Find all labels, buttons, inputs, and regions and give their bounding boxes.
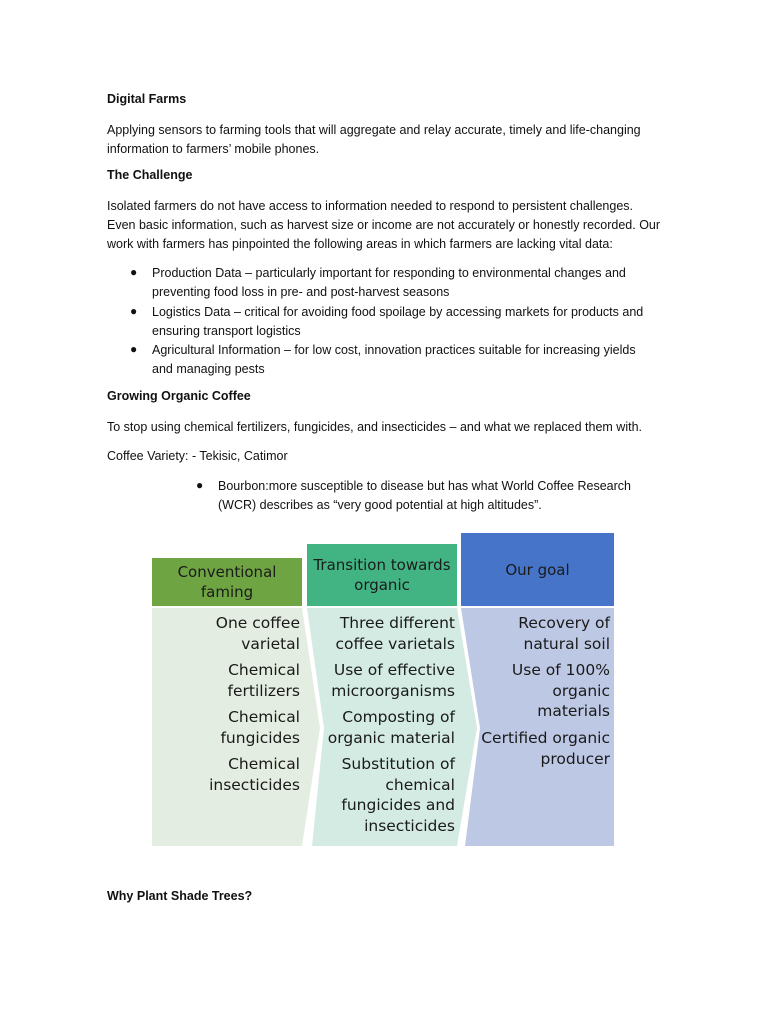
col3-item: Recovery of natural soil <box>518 614 610 653</box>
col2-item: Composting of organic material <box>327 708 455 747</box>
bullet-item-bourbon: Bourbon:more susceptible to disease but has what World Coffee Research (WCR) describes as “very good potential at high altitudes”. <box>218 479 631 512</box>
variety-line: Coffee Variety: - Tekisic, Catimor <box>107 449 288 463</box>
bullet-item-production: Production Data – particularly important for responding to environmental changes and preventing food loss in pre- and post-harvest seasons <box>152 266 626 299</box>
col3-heading: Our goal <box>505 560 570 579</box>
col3-item: Certified organic producer <box>481 729 610 768</box>
bullet-item-logistics: Logistics Data – critical for avoiding food spoilage by accessing markets for products and ensuring transport logistics <box>152 305 644 338</box>
col1-heading: Conventional faming <box>177 563 277 601</box>
intro-paragraph: Applying sensors to farming tools that will aggregate and relay accurate, timely and life-changing information to farmers’ mobile phones. <box>107 123 641 156</box>
coffee-heading: Growing Organic Coffee <box>107 389 251 403</box>
doc-title: Digital Farms <box>107 92 187 106</box>
coffee-paragraph: To stop using chemical fertilizers, fungicides, and insecticides – and what we replaced them with. <box>107 420 642 434</box>
col1-item: Chemical fertilizers <box>227 661 300 700</box>
col1-item: Chemical insecticides <box>209 755 300 794</box>
challenge-heading: The Challenge <box>107 168 193 182</box>
bullet-icon: ● <box>130 342 138 356</box>
shade-heading: Why Plant Shade Trees? <box>107 889 253 903</box>
challenge-paragraph: Isolated farmers do not have access to information needed to respond to persistent challenges. Even basic information, such as harvest size or income are not accurately or honestly recorded. Our work with farmers has pinpointed the following areas in which farmers are lacking vital data: <box>107 199 661 251</box>
bullet-icon: ● <box>130 304 138 318</box>
bullet-item-agricultural: Agricultural Information – for low cost, innovation practices suitable for increasing yields and managing pests <box>152 343 636 376</box>
bullet-icon: ● <box>196 478 204 492</box>
col2-item: Substitution of chemical fungicides and insecticides <box>341 755 455 835</box>
col1-item: One coffee varietal <box>215 614 300 653</box>
col2-item: Three different coffee varietals <box>335 614 455 653</box>
organic-transition-diagram <box>152 533 614 848</box>
col2-item: Use of effective microorganisms <box>331 661 455 700</box>
col3-item: Use of 100% organic materials <box>511 661 610 720</box>
col1-item: Chemical fungicides <box>220 708 300 747</box>
bullet-icon: ● <box>130 265 138 279</box>
col2-heading: Transition towards organic <box>313 556 451 594</box>
